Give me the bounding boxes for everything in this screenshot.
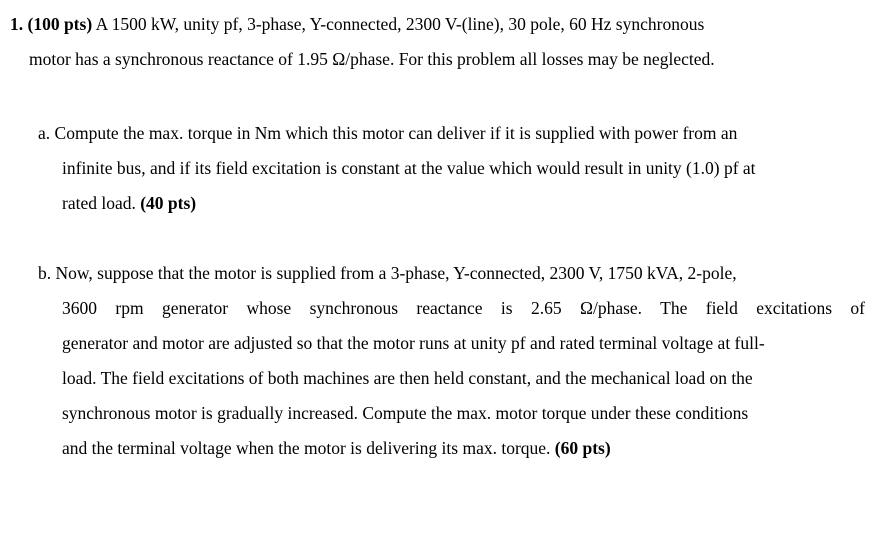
part-b-line-1: [38, 256, 865, 291]
part-b-line-6: [38, 431, 865, 466]
problem-line-1: [10, 7, 870, 42]
part-a-line-1: [38, 116, 865, 151]
part-b-line-4: load. The field excitations of both machines are then held constant, and the mechanical load on the: [62, 368, 753, 388]
part-b-points: (60 pts): [554, 438, 611, 458]
part-a-line-1-text: Compute the max. torque in Nm which this motor can deliver if it is supplied with power from an: [54, 123, 738, 143]
part-b: [38, 256, 865, 466]
problem-statement: [10, 7, 870, 77]
part-b-label: b.: [38, 263, 52, 283]
part-a-line-3: [38, 186, 865, 221]
problem-line-1-text: A 1500 kW, unity pf, 3-phase, Y-connected, 2300 V-(line), 30 pole, 60 Hz synchronous: [95, 14, 705, 34]
problem-points: (100 pts): [27, 14, 93, 34]
part-a-points: (40 pts): [140, 193, 197, 213]
part-b-line-1-text: Now, suppose that the motor is supplied from a 3-phase, Y-connected, 2300 V, 1750 kVA, 2-pole,: [55, 263, 737, 283]
part-b-line-3: generator and motor are adjusted so that the motor runs at unity pf and rated terminal voltage at full-: [62, 333, 765, 353]
part-a-label: a.: [38, 123, 51, 143]
problem-number: 1.: [10, 14, 24, 34]
part-a-line-2: infinite bus, and if its field excitation is constant at the value which would result in unity (1.0) pf at: [62, 158, 756, 178]
problem-line-2: motor has a synchronous reactance of 1.95 Ω/phase. For this problem all losses may be neglected.: [29, 49, 715, 69]
part-b-line-5: synchronous motor is gradually increased. Compute the max. motor torque under these conditions: [62, 403, 749, 423]
part-a-line-3-text: rated load.: [62, 193, 136, 213]
part-b-line-6-text: and the terminal voltage when the motor is delivering its max. torque.: [62, 438, 551, 458]
part-b-line-2: 3600 rpm generator whose synchronous reactance is 2.65 Ω/phase. The field excitations of: [62, 298, 865, 318]
part-a: [38, 116, 865, 221]
